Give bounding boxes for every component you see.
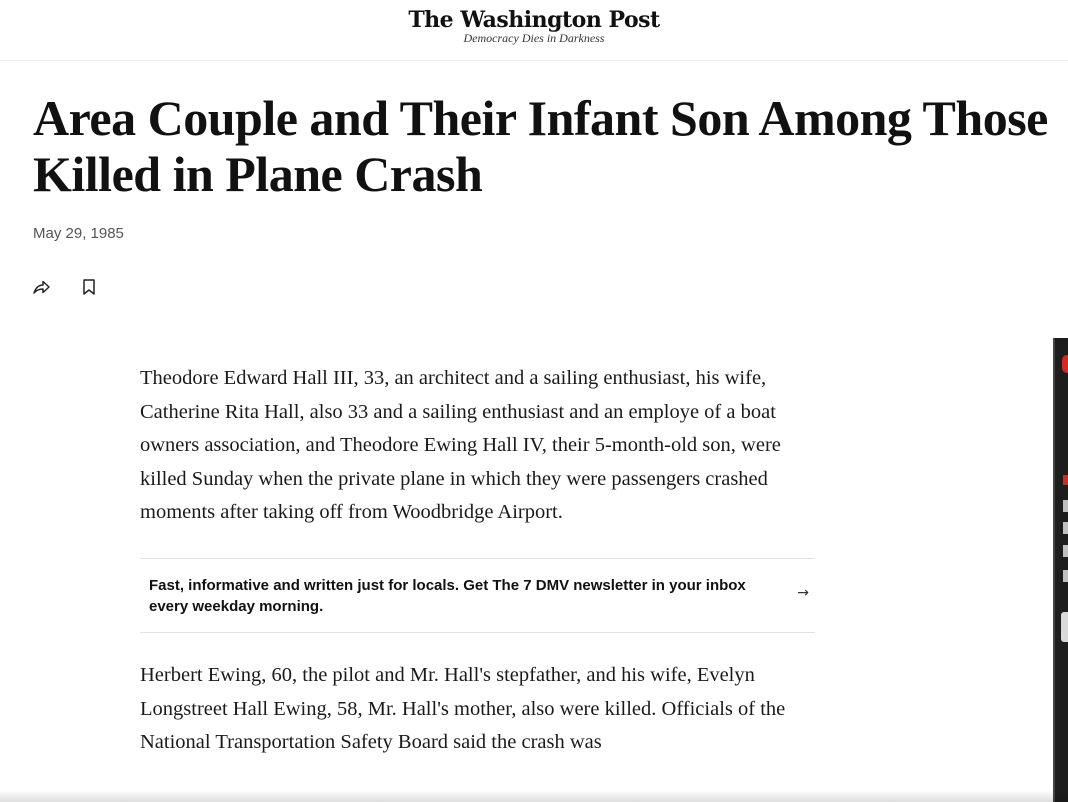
share-icon (30, 276, 52, 298)
logo-tagline: Democracy Dies in Darkness (463, 31, 605, 45)
article-paragraph: Herbert Ewing, 60, the pilot and Mr. Hall's stepfather, and his wife, Evelyn Longstreet Hall Ewing, 58, Mr. Hall's mother, also were killed. Officials of the National Transportation Safety Board said the crash was (140, 663, 786, 754)
share-button[interactable] (30, 276, 52, 298)
site-logo[interactable] (0, 5, 1068, 44)
side-panel-badge (1062, 355, 1068, 373)
page-bottom-shadow (0, 790, 1068, 802)
save-article-button[interactable] (78, 276, 100, 298)
article-date: May 29, 1985 (33, 225, 124, 242)
newsletter-promo-text[interactable]: Fast, informative and written just for locals. Get The 7 DMV newsletter in your inbox every weekday morning. (149, 576, 746, 615)
article-paragraph: Theodore Edward Hall III, 33, an architect and a sailing enthusiast, his wife, Catherine Rita Hall, also 33 and a sailing enthusiast and an employe of a boat owners association, and Theodore Ewing Hall IV, their 5-month-old son, were killed Sunday when the private plane in which they were passengers crashed moments after taking off from Woodbridge Airport. (140, 367, 781, 524)
article-body (140, 362, 820, 760)
logo-wordmark: The Washington Post (408, 7, 660, 33)
masthead (0, 0, 1068, 61)
side-panel-button[interactable] (1061, 612, 1068, 642)
bookmark-icon (78, 276, 100, 298)
side-panel-text-fragment (1063, 522, 1068, 534)
side-panel-text-fragment (1063, 500, 1068, 512)
arrow-right-icon[interactable]: → (797, 584, 809, 601)
article-headline: Area Couple and Their Infant Son Among Those Killed in Plane Crash (33, 90, 1048, 202)
side-panel-text-fragment (1063, 570, 1068, 582)
side-panel-text-fragment (1063, 475, 1068, 485)
newsletter-promo[interactable] (140, 558, 815, 633)
side-panel-text-fragment (1063, 545, 1068, 557)
